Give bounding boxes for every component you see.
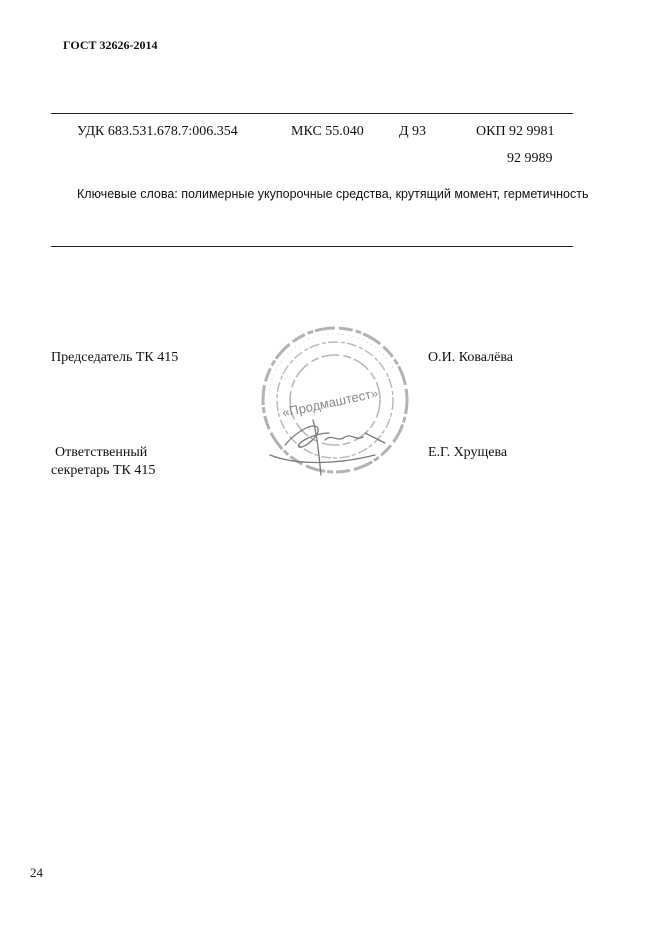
document-header: ГОСТ 32626-2014 bbox=[63, 38, 158, 52]
secretary-name: Е.Г. Хрущева bbox=[428, 445, 508, 460]
bottom-divider bbox=[51, 246, 573, 247]
svg-text:· · · · · · · · · · · · · · ·: · · · · · · · · · · · · · · · · · · · · · · · · · · · · · · · · · · bbox=[264, 328, 398, 397]
okp-code-1: ОКП 92 9981 bbox=[476, 124, 555, 139]
page-number: 24 bbox=[30, 865, 43, 880]
d-code: Д 93 bbox=[399, 124, 427, 139]
chairman-name: О.И. Ковалёва bbox=[428, 350, 513, 365]
keywords-paragraph: Ключевые слова: полимерные укупорочные средства, крутящий момент, герметичность bbox=[77, 187, 589, 201]
mks-code: МКС 55.040 bbox=[291, 124, 364, 139]
chairman-role: Председатель ТК 415 bbox=[51, 350, 179, 365]
top-divider bbox=[51, 113, 573, 114]
secretary-role-line1: Ответственный bbox=[55, 445, 148, 460]
organization-seal-stamp bbox=[225, 315, 425, 495]
stamp-text: «Продмаштест» bbox=[280, 385, 380, 421]
okp-code-2: 92 9989 bbox=[507, 151, 553, 166]
secretary-role-line2: секретарь ТК 415 bbox=[51, 463, 156, 478]
udk-code: УДК 683.531.678.7:006.354 bbox=[77, 124, 238, 139]
